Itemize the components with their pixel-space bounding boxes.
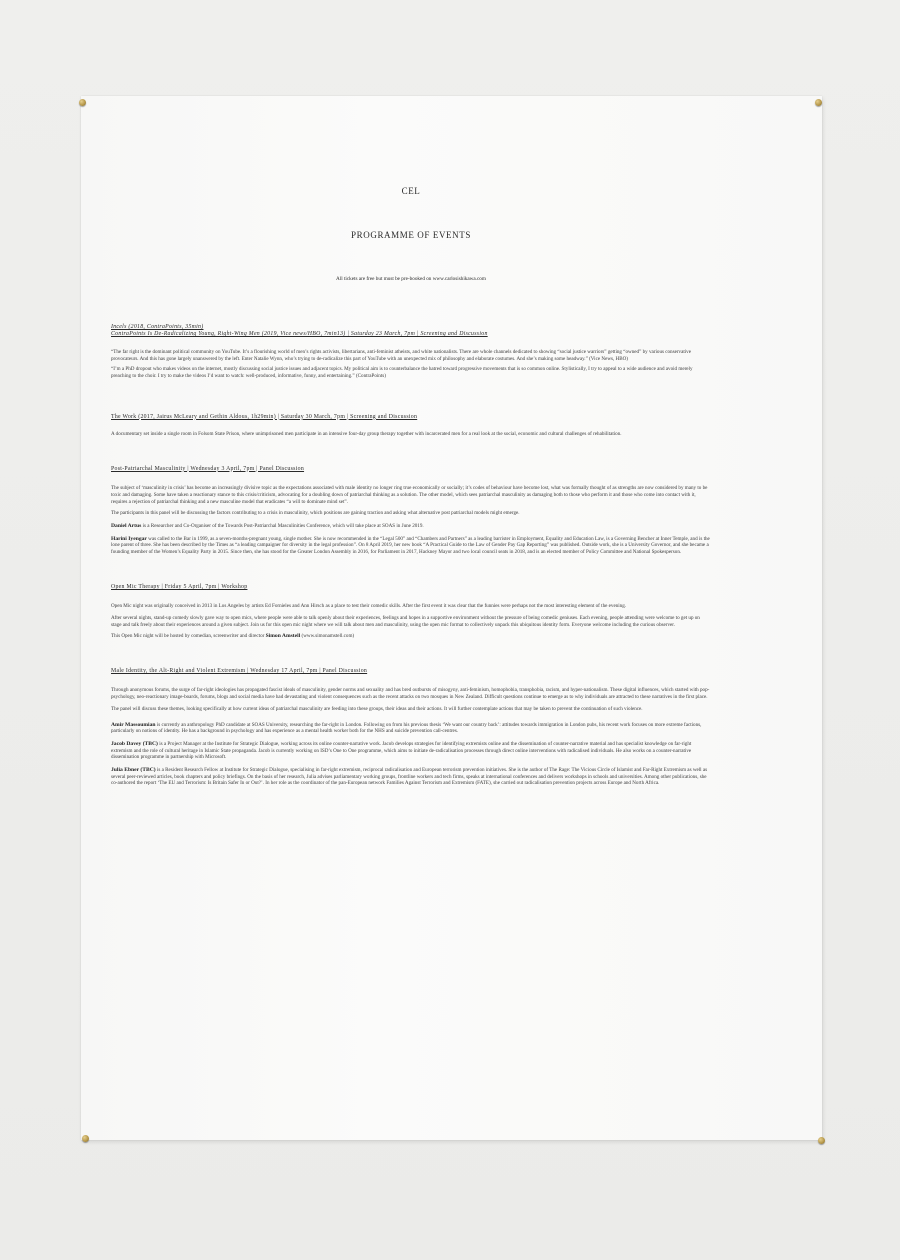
- event-paragraph: The participants in this panel will be discussing the factors contributing to a crisis in masculinity, which positions are gaining traction and asking what alternative post patriarchal models might emerge.: [111, 510, 520, 517]
- event-host: This Open Mic night will be hosted by comedian, screenwriter and director Simon Amstell (www.simonamstell.com): [111, 633, 355, 640]
- event-paragraph: The subject of ‘masculinity in crisis’ has become an increasingly divisive topic as the expectations associated with male identity no longer ring true economically or socially; it’s codes of behaviour have become lost, what was formally thought of as strengths are now considered by many to be toxic and damaging. Some have taken a reactionary stance to this crisis/criticism, advocating for a doubling down of patriarchal thinking as a solution. The other model, which sees patriarchal masculinity as damaging both to those who perform it and those who come into contact with it, requires a rejection of patriarchal thinking and a new masculine model that eradicates “a will to dominate mind set”.: [111, 485, 708, 505]
- pin-top-right: [815, 99, 822, 106]
- speaker-name: Amir Massoumian: [111, 721, 156, 728]
- page-title: PROGRAMME OF EVENTS: [351, 230, 471, 240]
- speaker-bio: Harini Iyengar was called to the Bar in 1999, as a seven-months-pregnant young, single mother. She is now recommended in the “Legal 500” and “Chambers and Partners” as a leading barrister in Employment, Equality and Education Law, is a Governing Bencher at Inner Temple, and is the lone parent of three. She has been described by the Times as “a leading campaigner for diversity in the legal profession”. On 8 April 2019, her new book “A Practical Guide to the Law of Gender Pay Gap Reporting” was published. Outside work, she is a University Governor, and she became a founding member of the Women’s Equality Party in 2015. Since then, she has stood for the Greater London Assembly in 2016, for Parliament in 2017, Hackney Mayor and two local council seats in 2018, and is an elected member of Policy Committee and National Spokesperson.: [111, 535, 710, 556]
- event-heading: The Work (2017, Jairus McLeary and Gethin Aldous, 1h29min) | Saturday 30 March, 7pm | Screening and Discussion: [111, 413, 418, 420]
- speaker-bio: Daniel Artus is a Researcher and Co-Organiser of the Towards Post-Patriarchal Masculinities Conference, which will take place at SOAS in June 2019.: [111, 522, 424, 529]
- pin-bottom-left: [82, 1135, 89, 1142]
- event-paragraph: “I’m a PhD dropout who makes videos on the internet, mostly discussing social justice issues and adjacent topics. My political aim is to counterbalance the hatred toward progressive movements that is so common online. Stylistically, I try to appeal to a wide audience and avoid merely preaching to the choir. I try to make the videos I’d want to watch: well-produced, informative, funny, and entertaining.” (ContraPoints): [111, 366, 693, 379]
- event-the-work: [111, 414, 711, 438]
- event-heading-line-1: Incels (2018, ContraPoints, 35min): [111, 324, 204, 330]
- pin-top-left: [79, 99, 86, 106]
- event-incels: [111, 324, 711, 380]
- event-heading-line-2: ContraPoints Is De-Radicalizing Young, Right-Wing Men (2019, Vice news/HBO, 7min13) | Saturday 23 March, 7pm | Screening and Discussion: [111, 331, 488, 338]
- event-open-mic-therapy: [111, 584, 711, 640]
- event-paragraph: A documentary set inside a single room in Folsom State Prison, where unimprisoned men participate in an intensive four-day group therapy together with incarcerated men for a real look at the social, economic and cultural challenges of rehabilitation.: [111, 431, 622, 438]
- event-paragraph: After several nights, stand-up comedy slowly gave way to open mics, where people were able to talk openly about their experiences, feelings and hopes in a supportive environment without the pressure of being comedic geniuses. Each evening, people attending were welcome to get up on stage and talk freely about their experiences around a given subject. Join us for this open mic night where we will talk about men and masculinity, using the open mic format to collectively unpack this ubiquitous identity form. Everyone welcome including the curious observer.: [111, 614, 700, 628]
- event-post-patriarchal-masculinity: [111, 466, 711, 556]
- speaker-name: Daniel Artus: [111, 522, 142, 529]
- event-heading: Male Identity, the Alt-Right and Violent Extremism | Wednesday 17 April, 7pm | Panel Discussion: [111, 667, 368, 674]
- event-heading: [111, 324, 711, 339]
- tickets-note: All tickets are free but must be pre-booked on www.carlosishikawa.com: [336, 276, 486, 282]
- event-paragraph: “The far right is the dominant political community on YouTube. It’s a flourishing world of men’s rights activists, libertarians, anti-feminist atheists, and white nationalists. There are whole channels dedicated to showing “social justice warriors” getting “owned” by various conservative provocateurs. And this has gone largely unanswered by the left. Enter Natalie Wynn, who’s trying to de-radicalize this part of YouTube with an unexpected mix of philosophy and elaborate costumes. And she’s making some headway.” (Vice News, HBO): [111, 348, 691, 362]
- speaker-bio: Julia Ebner (TBC) is a Resident Research Fellow at Institute for Strategic Dialogue, specialising in far-right extremism, reciprocal radicalisation and European terrorism prevention initiatives. She is the author of The Rage: The Vicious Circle of Islamist and Far-Right Extremism as well as several peer-reviewed articles, book chapters and policy briefings. On the basis of her research, Julia advises parliamentary working groups, frontline workers and tech firms, speaks at international conferences and delivers workshops in schools and universities. Among other publications, she co-authored the report ‘The EU and Terrorism: Is Britain Safer In or Out?’. In her role as the coordinator of the pan-European network Families Against Terrorism and Extremism (FATE), she carried out radicalisation prevention projects across Europe and North Africa.: [111, 767, 708, 787]
- org-name: CEL: [401, 186, 421, 196]
- event-paragraph: Open Mic night was originally conceived in 2013 in Los Angeles by artists Ed Fornieles and Ann Hirsch as a place to test their comedic skills. After the first event it was clear that the funnies were perhaps not the most interesting element of the evening.: [111, 603, 627, 610]
- event-paragraph: The panel will discuss these themes, looking specifically at how current ideas of patriarchal masculinity are feeding into these groups, their ideas and their actions. It will further contemplate actions that may be taken to prevent the continuation of such violence.: [111, 705, 643, 712]
- speaker-bio: Amir Massoumian is currently an anthropology PhD candidate at SOAS University, researching the far-right in London. Following on from his previous thesis ‘We want our country back’: attitudes towards immigration in London pubs, his recent work focuses on more extreme factions, particularly on notions of identity. He has a background in psychology and has experience as a mental health worker both for the NHS and suicide prevention call-centres.: [111, 721, 702, 735]
- speaker-name: Harini Iyengar: [111, 535, 147, 542]
- event-male-identity: [111, 668, 711, 787]
- event-heading: Post-Patriarchal Masculinity | Wednesday 3 April, 7pm | Panel Discussion: [111, 465, 305, 472]
- speaker-name: Jacob Davey (TBC): [111, 740, 158, 747]
- host-name: Simon Amstell: [265, 633, 301, 640]
- event-paragraph: Through anonymous forums, the surge of far-right ideologies has propagated fascist ideals of masculinity, gender norms and sexuality and has bred outbursts of misogyny, anti-feminism, homophobia, transphobia, racism, and hyper-nationalism. These digital influences, which started with pop-psychology, neo-reactionary image-boards, forums, blogs and social media have had devastating and violent consequences such as the recent attacks on two mosques in New Zealand. Difficult questions continue to emerge as to why individuals are attracted to these narratives in the first place.: [111, 687, 710, 701]
- speaker-name: Julia Ebner (TBC): [111, 767, 156, 774]
- event-heading: Open Mic Therapy | Friday 5 April, 7pm | Workshop: [111, 583, 248, 590]
- pin-bottom-right: [818, 1137, 825, 1144]
- speaker-bio: Jacob Davey (TBC) is a Project Manager at the Institute for Strategic Dialogue, working across its online counter-narrative work. Jacob develops strategies for identifying extremists online and the dissemination of counter-narrative material and has specialist knowledge on far-right extremism and the role of cultural heritage in Islamic State propaganda. Jacob is currently working on ISD’s One to One programme, which aims to initiate de-radicalisation processes through direct online interventions with radicalised individuals. He also works on a counter-narrative dissemination programme in partnership with Microsoft.: [111, 740, 692, 761]
- poster-content: [111, 186, 711, 787]
